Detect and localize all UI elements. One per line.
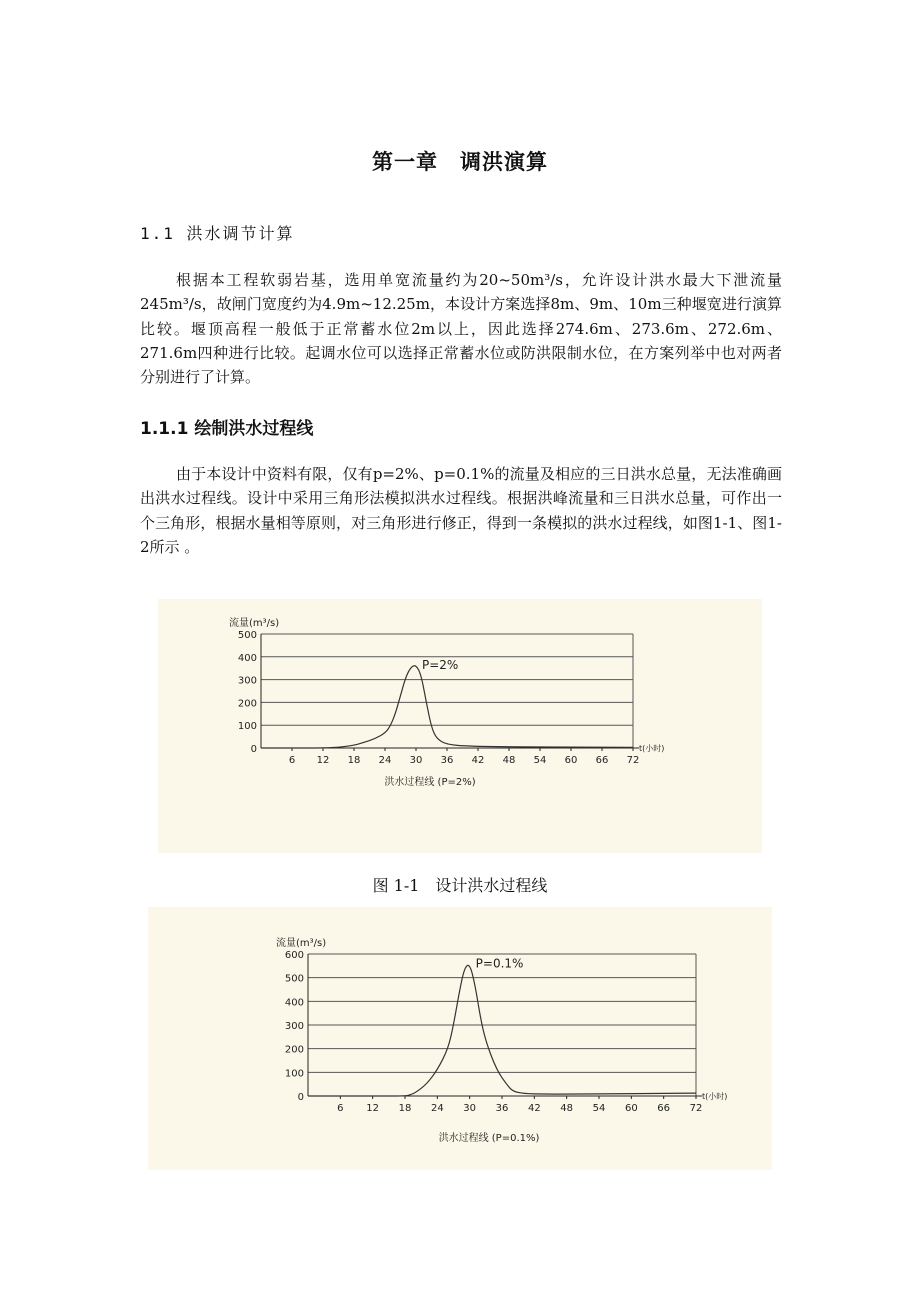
x-tick-label: 30 (463, 1103, 477, 1114)
x-tick-label: 36 (495, 1103, 509, 1114)
y-tick-label: 400 (284, 997, 304, 1009)
x-tick-label: 24 (378, 755, 392, 766)
x-tick-label: 48 (502, 755, 516, 766)
x-tick-label: 72 (689, 1103, 703, 1114)
peak-annotation: P=2% (422, 657, 459, 672)
x-tick-label: 42 (471, 755, 485, 766)
chart-p2-svg (158, 599, 762, 853)
x-tick-label: 54 (592, 1103, 606, 1114)
y-tick-label: 0 (250, 744, 257, 755)
chart-title: 洪水过程线 (P=2%) (384, 777, 476, 788)
y-tick-label: 0 (297, 1092, 304, 1103)
figure-2-chart (148, 907, 772, 1170)
y-tick-label: 400 (237, 652, 257, 664)
y-tick-label: 200 (237, 698, 257, 710)
x-tick-label: 6 (337, 1103, 344, 1114)
y-axis-label: 流量(m³/s) (276, 938, 327, 949)
chart-p01-svg (148, 907, 772, 1170)
x-tick-label: 60 (624, 1103, 638, 1114)
x-tick-label: 24 (430, 1103, 444, 1114)
section-heading: 1.1 洪水调节计算 (140, 224, 295, 243)
x-tick-label: 18 (398, 1103, 412, 1114)
y-tick-label: 500 (237, 630, 257, 641)
series-line (308, 965, 696, 1096)
peak-annotation: P=0.1% (475, 956, 524, 971)
subsection-heading: 1.1.1 绘制洪水过程线 (140, 419, 314, 439)
y-axis-label: 流量(m³/s) (229, 618, 280, 629)
x-tick-label: 66 (595, 755, 609, 766)
y-tick-label: 300 (237, 675, 257, 687)
x-tick-label: 6 (288, 755, 296, 766)
paragraph-flood-regulation: 根据本工程软弱岩基，选用单宽流量约为20~50m³/s，允许设计洪水最大下泄流量245m³/s，故闸门宽度约为4.9m~12.25m，本设计方案选择8m、9m、10m三种堰宽进行演算比较。堰顶高程一般低于正常蓄水位2m以上，因此选择274.6m、273.6m、272.6m、271.6m四种进行比较。起调水位可以选择正常蓄水位或防洪限制水位，在方案列举中也对两者分别进行了计算。 (140, 271, 782, 387)
y-tick-label: 600 (284, 950, 304, 961)
x-tick-label: 54 (533, 755, 547, 766)
y-tick-label: 200 (284, 1044, 304, 1056)
figure-1-chart (158, 599, 762, 853)
x-tick-label: 36 (440, 755, 454, 766)
x-tick-label: 18 (347, 755, 361, 766)
y-tick-label: 100 (284, 1068, 304, 1080)
chapter-title: 第一章 调洪演算 (372, 150, 548, 174)
figure-1-caption: 图 1-1 设计洪水过程线 (372, 876, 548, 895)
x-tick-label: 66 (657, 1103, 671, 1114)
x-tick-label: 60 (564, 755, 578, 766)
x-tick-label: 42 (527, 1103, 541, 1114)
series-line (261, 666, 633, 748)
y-tick-label: 300 (284, 1021, 304, 1032)
x-axis-label: t(小时) (702, 1092, 728, 1101)
paragraph-hydrograph: 由于本设计中资料有限，仅有p=2%、p=0.1%的流量及相应的三日洪水总量，无法准确画出洪水过程线。设计中采用三角形法模拟洪水过程线。根据洪峰流量和三日洪水总量，可作出一个三角形，根据水量相等原则，对三角形进行修正，得到一条模拟的洪水过程线，如图1-1、图1-2所示 。 (140, 465, 782, 556)
y-tick-label: 100 (237, 721, 257, 733)
y-tick-label: 500 (284, 973, 304, 985)
x-tick-label: 30 (409, 755, 423, 766)
chart-title: 洪水过程线 (P=0.1%) (438, 1133, 540, 1144)
x-axis-label: t(小时) (639, 744, 665, 753)
x-tick-label: 72 (626, 755, 640, 766)
x-tick-label: 12 (366, 1103, 380, 1114)
x-tick-label: 48 (560, 1103, 574, 1114)
x-tick-label: 12 (316, 755, 330, 766)
